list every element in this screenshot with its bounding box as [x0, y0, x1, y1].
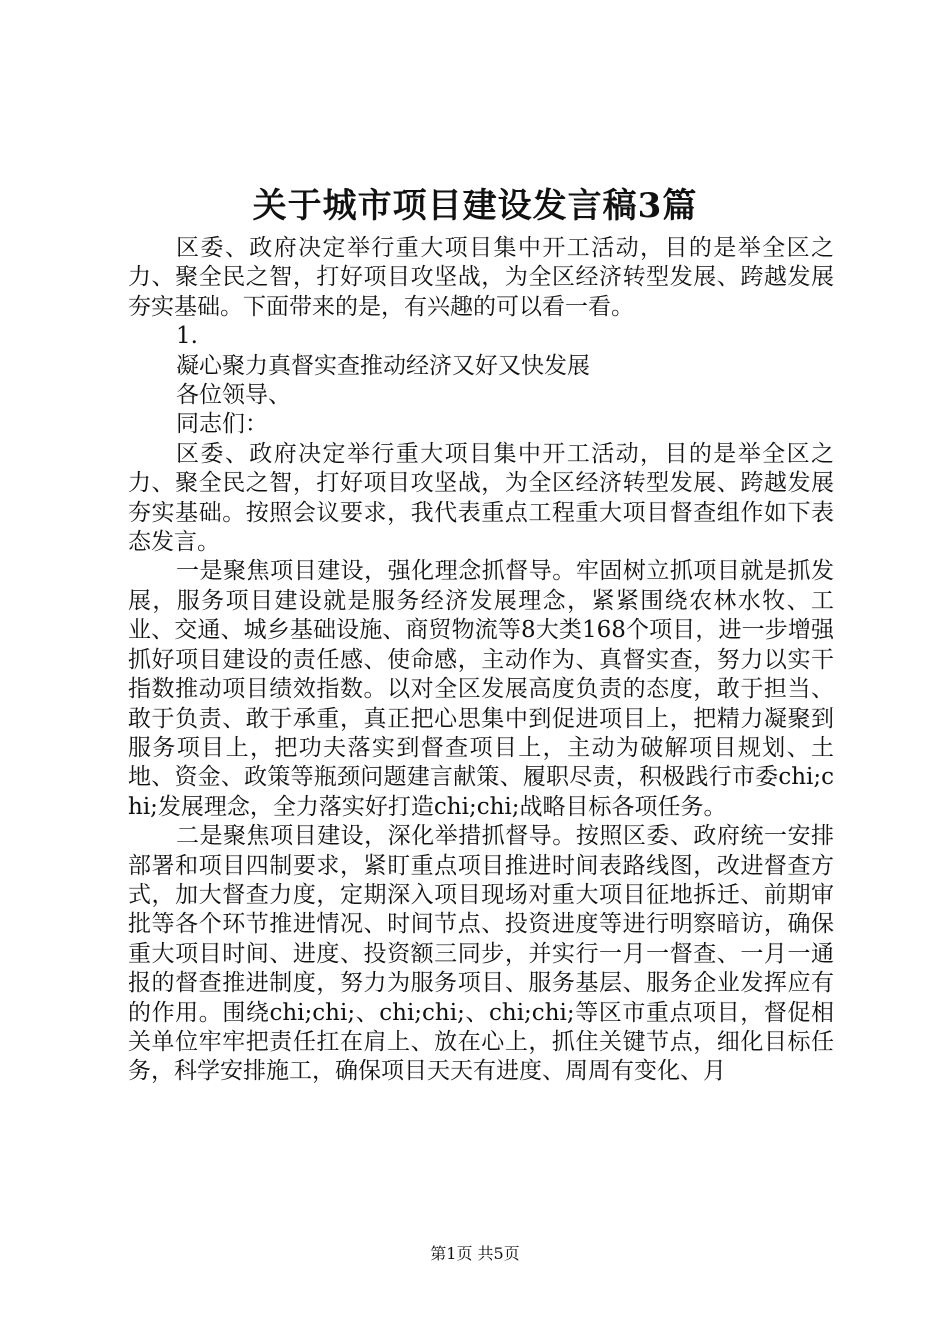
body-paragraph: 二是聚焦项目建设，深化举措抓督导。按照区委、政府统一安排部署和项目四制要求，紧盯重点项目推进时间表路线图，改进督查方式，加大督查力度，定期深入项目现场对重大项目征地拆迁、前期审批等各个环节推进情况、时间节点、投资进度等进行明察暗访，确保重大项目时间、进度、投资额三同步，并实行一月一督查、一月一通报的督查推进制度，努力为服务项目、服务基层、服务企业发挥应有的作用。围绕chi;chi;、chi;chi;、chi;chi;等区市重点项目，督促相关单位牢牢把责任扛在肩上、放在心上，抓住关键节点，细化目标任务，科学安排施工，确保项目天天有进度、周周有变化、月	[128, 823, 834, 1085]
salutation-comrades: 同志们：	[176, 411, 268, 438]
section-number: 1.	[176, 323, 198, 350]
salutation-leaders: 各位领导、	[176, 382, 291, 409]
page-footer: 第1页 共5页	[430, 1244, 520, 1263]
document-title: 关于城市项目建设发言稿3篇	[252, 186, 698, 226]
body-paragraph: 区委、政府决定举行重大项目集中开工活动，目的是举全区之力、聚全民之智，打好项目攻坚战，为全区经济转型发展、跨越发展夯实基础。按照会议要求，我代表重点工程重大项目督查组作如下表态发言。	[128, 440, 834, 556]
speech-heading: 凝心聚力真督实查推动经济又好又快发展	[176, 352, 590, 379]
document-body	[128, 234, 834, 1087]
body-paragraph: 一是聚焦项目建设，强化理念抓督导。牢固树立抓项目就是抓发展，服务项目建设就是服务经济发展理念，紧紧围绕农林水牧、工业、交通、城乡基础设施、商贸物流等8大类168个项目，进一步增强抓好项目建设的责任感、使命感，主动作为、真督实查，努力以实干指数推动项目绩效指数。以对全区发展高度负责的态度，敢于担当、敢于负责、敢于承重，真正把心思集中到促进项目上，把精力凝聚到服务项目上，把功夫落实到督查项目上，主动为破解项目规划、土地、资金、政策等瓶颈问题建言献策、履职尽责，积极践行市委chi;chi;发展理念，全力落实好打造chi;chi;战略目标各项任务。	[128, 558, 834, 820]
intro-paragraph: 区委、政府决定举行重大项目集中开工活动，目的是举全区之力、聚全民之智，打好项目攻坚战，为全区经济转型发展、跨越发展夯实基础。下面带来的是，有兴趣的可以看一看。	[128, 235, 834, 320]
